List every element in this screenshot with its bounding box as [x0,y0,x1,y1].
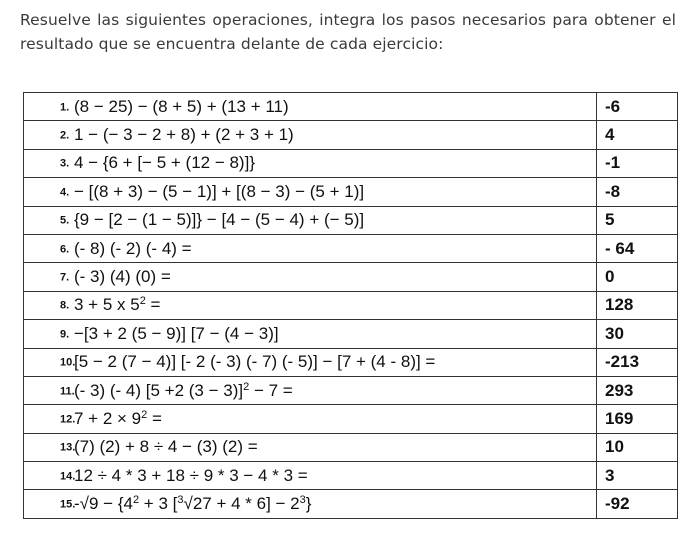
exercise-expression [24,320,597,348]
exercise-row [24,291,678,319]
expression-part: 12 ÷ 4 * 3 + 18 ÷ 9 * 3 − 4 * 3 = [74,465,308,485]
expression-part: = [147,408,162,428]
expression-text [74,97,289,117]
expression-part: − 7 = [249,380,293,400]
exercise-row [24,263,678,291]
exercise-expression [24,149,597,177]
exercise-number: 10. [60,356,76,369]
exercise-result: -213 [597,348,678,376]
exercise-expression [24,178,597,206]
exercise-row [24,348,678,376]
exercise-number: 11. [60,385,75,398]
exercise-number: 2. [60,129,70,142]
exercise-number: 1. [60,101,70,114]
exercise-row [24,93,678,121]
exercise-result: 30 [597,320,678,348]
expression-part: = [145,295,161,315]
expression-text [74,295,160,315]
exercise-expression [24,433,597,461]
exercise-expression [24,490,597,518]
exercise-number: 7. [60,271,70,284]
exercise-expression [24,348,597,376]
exponent: 3 [177,494,184,507]
exercise-result: 3 [597,462,678,490]
expression-text [74,239,192,259]
expression-part: −[3 + 2 (5 − 9)] [7 − (4 − 3)] [74,323,279,343]
instructions-text: Resuelve las siguientes operaciones, integra los pasos necesarios para obtener el resultado que se encuentra delante de cada ejercicio: [20,11,676,53]
exercise-result: -6 [597,93,678,121]
exercise-number: 12. [60,413,76,426]
exercise-expression [24,263,597,291]
expression-text [74,466,308,486]
exercise-number: 4. [60,186,70,199]
expression-part: + 3 [ [139,494,178,514]
exercise-result: 4 [597,121,678,149]
exercise-expression [24,206,597,234]
expression-part: (- 8) (- 2) (- 4) = [74,238,192,258]
expression-part: {9 − [2 − (1 − 5)]} − [4 − (5 − 4) + (− 5)] [74,210,365,230]
expression-part: √27 + 4 * 6] − 2 [183,494,300,514]
expression-part: (8 − 25) − (8 + 5) + (13 + 11) [74,96,289,116]
exercise-row [24,462,678,490]
expression-text [74,437,258,457]
exponent: 2 [141,408,148,421]
exercise-number: 5. [60,214,70,227]
exercise-expression [24,93,597,121]
exercise-number: 6. [60,243,70,256]
exponent: 2 [243,380,250,393]
exercise-expression [24,291,597,319]
expression-part: 3 + 5 x 5 [74,295,140,315]
exercise-result: 5 [597,206,678,234]
exercise-row [24,178,678,206]
exercise-row [24,234,678,262]
exercise-result: 0 [597,263,678,291]
expression-text [74,125,294,145]
expression-text [74,267,171,287]
exercise-number: 15. [60,498,76,511]
exercise-expression [24,462,597,490]
expression-part: (- 3) (- 4) [5 +2 (3 − 3)] [74,380,244,400]
expression-part: 4 − {6 + [− 5 + (12 − 8)]} [74,153,255,173]
exercise-result: 10 [597,433,678,461]
expression-part: [5 − 2 (7 − 4)] [- 2 (- 3) (- 7) (- 5)] − [7 + (4 - 8)] = [74,352,436,372]
exercise-expression [24,234,597,262]
exercise-number: 3. [60,158,70,171]
expression-text [74,182,364,202]
exercise-expression [24,121,597,149]
expression-text [74,409,162,429]
exercise-result: -92 [597,490,678,518]
expression-part: 1 − (− 3 − 2 + 8) + (2 + 3 + 1) [74,125,294,145]
exercise-expression [24,376,597,404]
exercise-result: 128 [597,291,678,319]
exercise-number: 14. [60,470,76,483]
expression-text [74,494,311,514]
exercise-number: 9. [60,328,70,341]
expression-text [74,210,364,230]
expression-part: − [(8 + 3) − (5 − 1)] + [(8 − 3) − (5 + 1)] [74,181,365,201]
exercise-expression [24,405,597,433]
exercise-result: 169 [597,405,678,433]
exponent: 2 [132,494,140,507]
exercise-row [24,121,678,149]
expression-part: 7 + 2 × 9 [74,408,142,428]
exponent: 2 [139,295,146,308]
expression-part: (7) (2) + 8 ÷ 4 − (3) (2) = [74,437,258,457]
exercise-row [24,206,678,234]
expression-part: -√9 − {4 [74,494,133,514]
exercise-row [24,490,678,518]
expression-part: } [305,494,312,514]
exercise-row [24,149,678,177]
expression-text [74,324,279,344]
exercise-number: 13. [60,441,76,454]
exercise-result: - 64 [597,234,678,262]
exercises-table [23,92,678,519]
exercise-result: -8 [597,178,678,206]
exercise-result: -1 [597,149,678,177]
exercise-row [24,320,678,348]
exercise-row [24,405,678,433]
exponent: 3 [299,494,306,507]
expression-text [74,381,293,401]
exercise-result: 293 [597,376,678,404]
exercise-number: 8. [60,300,70,313]
exercise-row [24,433,678,461]
expression-text [74,352,435,372]
exercise-row [24,376,678,404]
expression-text [74,153,255,173]
expression-part: (- 3) (4) (0) = [74,267,171,287]
